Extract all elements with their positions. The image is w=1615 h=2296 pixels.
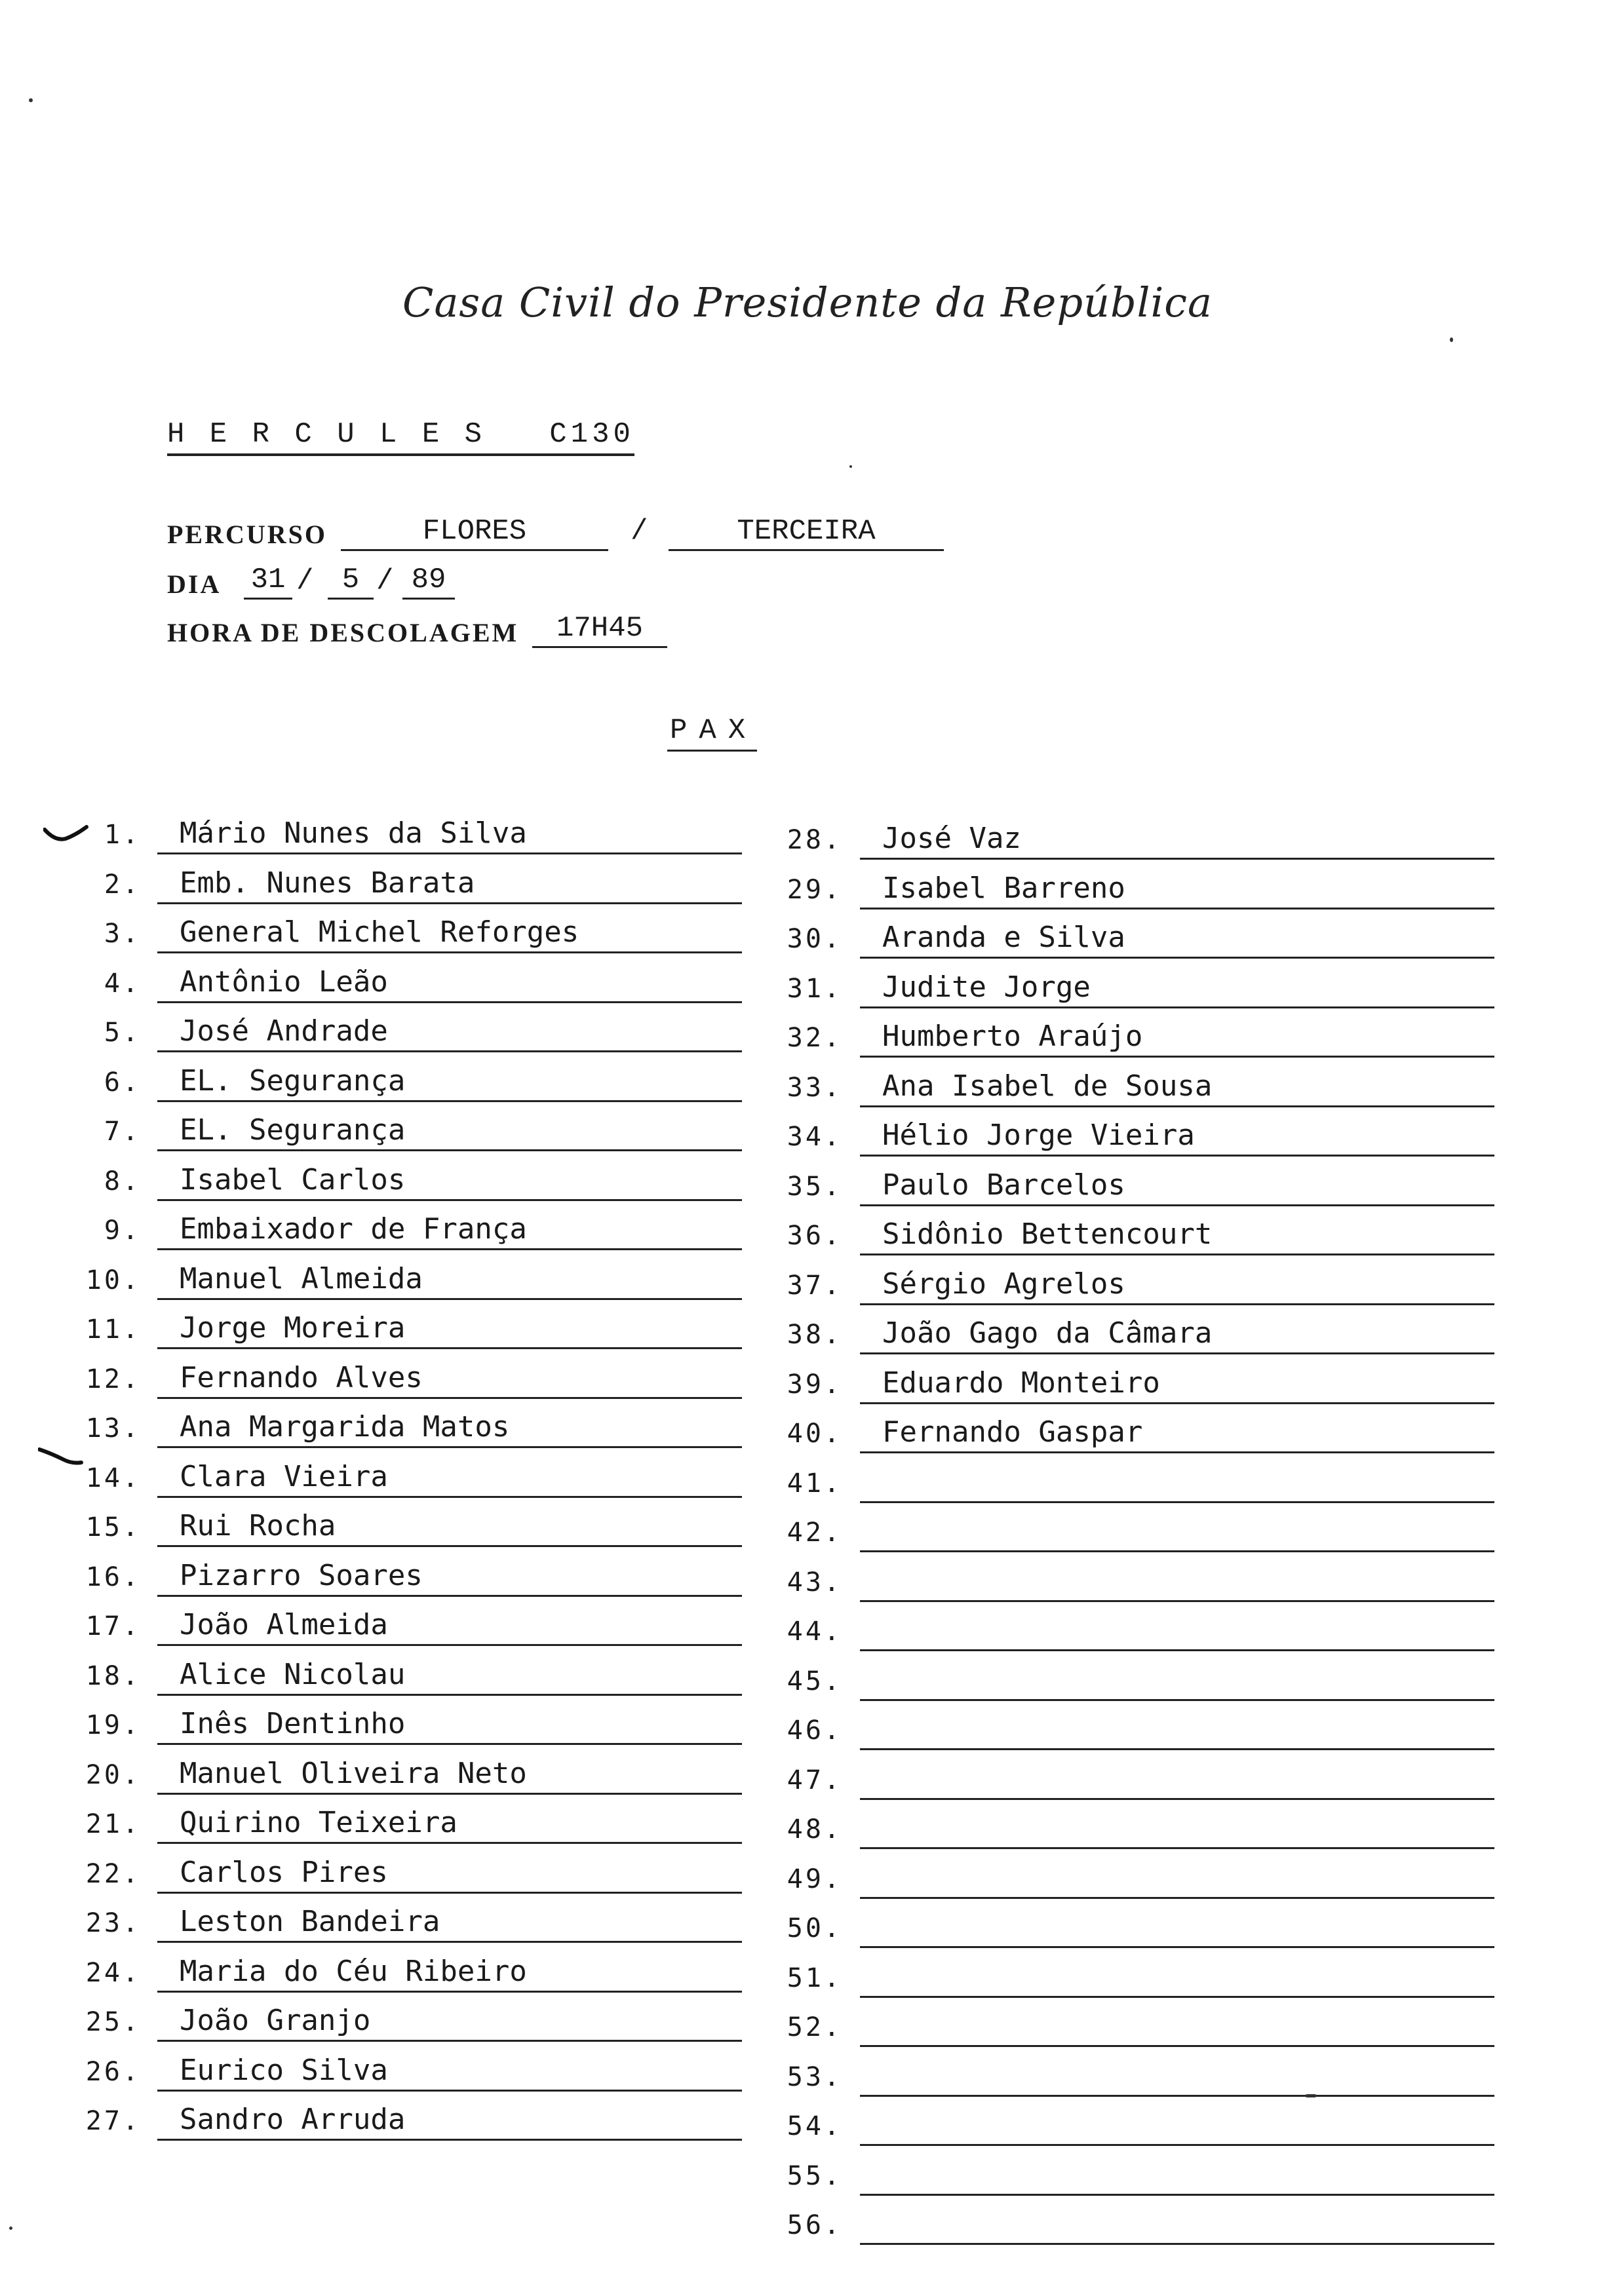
passenger-name: EL. Segurança bbox=[180, 1064, 406, 1098]
aircraft-heading: H E R C U L E S C130 bbox=[167, 418, 634, 456]
entry-number: 7. bbox=[104, 1117, 141, 1147]
passenger-name: Leston Bandeira bbox=[180, 1905, 440, 1938]
entry-number: 27. bbox=[85, 2106, 141, 2136]
scan-speck bbox=[849, 465, 852, 468]
scan-speck bbox=[1450, 337, 1453, 342]
entry-number: 8. bbox=[104, 1166, 141, 1196]
entry-number: 20. bbox=[85, 1760, 141, 1790]
passenger-name: Jorge Moreira bbox=[180, 1311, 406, 1345]
passenger-name: Mário Nunes da Silva bbox=[180, 816, 527, 850]
passenger-name: Fernando Alves bbox=[180, 1361, 423, 1394]
entry-number: 30. bbox=[787, 924, 842, 954]
entry-number: 13. bbox=[85, 1413, 141, 1444]
entry-number: 21. bbox=[85, 1809, 141, 1839]
list-item bbox=[157, 1360, 742, 1399]
passenger-name: João Granjo bbox=[180, 2004, 371, 2037]
passenger-name: Pizarro Soares bbox=[180, 1559, 423, 1592]
passenger-name: Clara Vieira bbox=[180, 1460, 388, 1493]
entry-number: 45. bbox=[787, 1666, 842, 1696]
entry-number: 23. bbox=[85, 1908, 141, 1938]
entry-number: 40. bbox=[787, 1419, 842, 1449]
list-item bbox=[157, 1113, 742, 1151]
list-item bbox=[157, 1607, 742, 1646]
entry-number: 11. bbox=[85, 1314, 141, 1345]
route-from: FLORES bbox=[341, 515, 608, 551]
list-item bbox=[157, 1756, 742, 1795]
list-item bbox=[860, 1909, 1494, 1948]
entry-number: 15. bbox=[85, 1512, 141, 1542]
list-item bbox=[860, 1069, 1494, 1107]
entry-number: 48. bbox=[787, 1814, 842, 1845]
passenger-name: Ana Isabel de Sousa bbox=[882, 1069, 1213, 1103]
list-item bbox=[157, 1508, 742, 1547]
passenger-name: Sandro Arruda bbox=[180, 2103, 406, 2136]
scan-speck bbox=[9, 2227, 12, 2230]
check-mark-icon bbox=[43, 824, 89, 844]
takeoff-time: 17H45 bbox=[532, 612, 667, 648]
entry-number: 54. bbox=[787, 2111, 842, 2141]
passenger-name: Fernando Gaspar bbox=[882, 1415, 1143, 1449]
entry-number: 56. bbox=[787, 2210, 842, 2240]
entry-number: 52. bbox=[787, 2012, 842, 2042]
list-item bbox=[157, 965, 742, 1003]
entry-number: 24. bbox=[85, 1958, 141, 1988]
list-item bbox=[860, 2206, 1494, 2245]
entry-number: 29. bbox=[787, 875, 842, 905]
date-year: 89 bbox=[402, 564, 455, 600]
entry-number: 26. bbox=[85, 2057, 141, 2087]
date-label: DIA bbox=[167, 569, 222, 599]
list-item bbox=[157, 1904, 742, 1943]
list-item bbox=[860, 821, 1494, 860]
passenger-name: Maria do Céu Ribeiro bbox=[180, 1955, 527, 1988]
entry-number: 38. bbox=[787, 1320, 842, 1350]
list-item bbox=[157, 2053, 742, 2092]
entry-number: 50. bbox=[787, 1913, 842, 1943]
route-label: PERCURSO bbox=[167, 520, 328, 549]
passenger-name: João Almeida bbox=[180, 1608, 388, 1641]
passenger-name: Alice Nicolau bbox=[180, 1658, 406, 1691]
list-item bbox=[860, 1662, 1494, 1701]
passenger-name: Embaixador de França bbox=[180, 1212, 527, 1246]
passenger-name: Rui Rocha bbox=[180, 1509, 336, 1542]
entry-number: 37. bbox=[787, 1271, 842, 1301]
passenger-name: Quirino Teixeira bbox=[180, 1806, 457, 1839]
passenger-name: Eduardo Monteiro bbox=[882, 1366, 1160, 1400]
entry-number: 1. bbox=[104, 820, 141, 850]
entry-number: 41. bbox=[787, 1468, 842, 1499]
passenger-name: Isabel Carlos bbox=[180, 1163, 406, 1196]
list-item bbox=[157, 1706, 742, 1745]
passenger-name: Hélio Jorge Vieira bbox=[882, 1119, 1195, 1152]
list-item bbox=[860, 1415, 1494, 1453]
list-item bbox=[157, 1261, 742, 1300]
passenger-name: Antônio Leão bbox=[180, 965, 388, 999]
entry-number: 42. bbox=[787, 1518, 842, 1548]
passenger-name: Aranda e Silva bbox=[882, 921, 1125, 954]
list-item bbox=[157, 816, 742, 854]
date-sep-1: / bbox=[296, 565, 314, 598]
entry-number: 22. bbox=[85, 1859, 141, 1889]
date-month: 5 bbox=[328, 564, 374, 600]
passenger-name: Ana Margarida Matos bbox=[180, 1410, 510, 1444]
list-item bbox=[157, 1558, 742, 1597]
list-item bbox=[860, 1366, 1494, 1404]
passenger-name: Manuel Oliveira Neto bbox=[180, 1757, 527, 1790]
list-item bbox=[157, 1162, 742, 1201]
check-mark-icon bbox=[38, 1445, 84, 1465]
list-item bbox=[157, 2102, 742, 2141]
entry-number: 31. bbox=[787, 974, 842, 1004]
passenger-name: EL. Segurança bbox=[180, 1113, 406, 1147]
list-item bbox=[860, 871, 1494, 909]
letterhead: Casa Civil do Presidente da República bbox=[402, 278, 1213, 326]
entry-number: 51. bbox=[787, 1963, 842, 1993]
entry-number: 19. bbox=[85, 1710, 141, 1740]
entry-number: 5. bbox=[104, 1018, 141, 1048]
scan-speck bbox=[1306, 2094, 1316, 2097]
entry-number: 16. bbox=[85, 1562, 141, 1592]
entry-number: 17. bbox=[85, 1611, 141, 1641]
passenger-name: Judite Jorge bbox=[882, 970, 1091, 1004]
list-item bbox=[860, 2008, 1494, 2047]
entry-number: 44. bbox=[787, 1617, 842, 1647]
entry-number: 18. bbox=[85, 1661, 141, 1691]
passenger-name: Eurico Silva bbox=[180, 2054, 388, 2087]
entry-number: 12. bbox=[85, 1364, 141, 1394]
entry-number: 33. bbox=[787, 1073, 842, 1103]
list-item bbox=[860, 1712, 1494, 1750]
list-item bbox=[157, 1409, 742, 1448]
passenger-name: Sérgio Agrelos bbox=[882, 1267, 1125, 1301]
entry-number: 35. bbox=[787, 1172, 842, 1202]
list-item bbox=[860, 1267, 1494, 1305]
entry-number: 36. bbox=[787, 1221, 842, 1251]
list-item bbox=[860, 920, 1494, 959]
list-item bbox=[860, 1613, 1494, 1651]
list-item bbox=[860, 1563, 1494, 1602]
passenger-name: Manuel Almeida bbox=[180, 1262, 423, 1295]
list-item bbox=[860, 1514, 1494, 1552]
list-item bbox=[860, 1168, 1494, 1206]
entry-number: 46. bbox=[787, 1715, 842, 1746]
entry-number: 3. bbox=[104, 919, 141, 949]
passenger-name: Inês Dentinho bbox=[180, 1707, 406, 1740]
passenger-name: Isabel Barreno bbox=[882, 871, 1125, 905]
entry-number: 49. bbox=[787, 1864, 842, 1894]
pax-title: PAX bbox=[667, 714, 757, 752]
entry-number: 43. bbox=[787, 1567, 842, 1598]
date-sep-2: / bbox=[376, 565, 394, 598]
entry-number: 14. bbox=[85, 1463, 141, 1493]
entry-number: 6. bbox=[104, 1067, 141, 1098]
entry-number: 34. bbox=[787, 1122, 842, 1152]
list-item bbox=[860, 1761, 1494, 1800]
list-item bbox=[157, 1014, 742, 1052]
list-item bbox=[157, 1311, 742, 1349]
list-item bbox=[157, 2003, 742, 2042]
passenger-name: Sidônio Bettencourt bbox=[882, 1217, 1213, 1251]
list-item bbox=[157, 915, 742, 953]
entry-number: 47. bbox=[787, 1765, 842, 1795]
list-item bbox=[860, 1019, 1494, 1058]
list-item bbox=[157, 1657, 742, 1696]
takeoff-label: HORA DE DESCOLAGEM bbox=[167, 618, 519, 647]
list-item bbox=[157, 1954, 742, 1993]
list-item bbox=[157, 866, 742, 904]
list-item bbox=[157, 1063, 742, 1102]
list-item bbox=[860, 1217, 1494, 1255]
passenger-name: João Gago da Câmara bbox=[882, 1316, 1213, 1350]
entry-number: 25. bbox=[85, 2007, 141, 2037]
list-item bbox=[860, 1810, 1494, 1849]
list-item bbox=[157, 1459, 742, 1498]
list-item bbox=[860, 1959, 1494, 1998]
route-separator: / bbox=[631, 515, 648, 548]
entry-number: 2. bbox=[104, 870, 141, 900]
list-item bbox=[860, 1316, 1494, 1354]
passenger-name: Paulo Barcelos bbox=[882, 1168, 1125, 1202]
list-item bbox=[860, 1860, 1494, 1899]
entry-number: 28. bbox=[787, 825, 842, 855]
list-item bbox=[860, 2157, 1494, 2196]
list-item bbox=[157, 1805, 742, 1844]
entry-number: 32. bbox=[787, 1023, 842, 1053]
list-item bbox=[157, 1212, 742, 1250]
passenger-name: Humberto Araújo bbox=[882, 1020, 1143, 1053]
entry-number: 4. bbox=[104, 968, 141, 999]
list-item bbox=[860, 2107, 1494, 2146]
route-to: TERCEIRA bbox=[669, 515, 944, 551]
passenger-name: Carlos Pires bbox=[180, 1856, 388, 1889]
entry-number: 9. bbox=[104, 1215, 141, 1246]
passenger-name: General Michel Reforges bbox=[180, 915, 579, 949]
scan-speck bbox=[29, 98, 33, 102]
list-item bbox=[157, 1855, 742, 1894]
entry-number: 53. bbox=[787, 2062, 842, 2092]
list-item bbox=[860, 2058, 1494, 2097]
passenger-name: José Vaz bbox=[882, 822, 1021, 855]
date-day: 31 bbox=[244, 564, 292, 600]
passenger-name: Emb. Nunes Barata bbox=[180, 866, 475, 900]
entry-number: 10. bbox=[85, 1265, 141, 1295]
list-item bbox=[860, 970, 1494, 1008]
entry-number: 55. bbox=[787, 2161, 842, 2191]
list-item bbox=[860, 1464, 1494, 1503]
entry-number: 39. bbox=[787, 1369, 842, 1400]
passenger-name: José Andrade bbox=[180, 1014, 388, 1048]
list-item bbox=[860, 1118, 1494, 1157]
